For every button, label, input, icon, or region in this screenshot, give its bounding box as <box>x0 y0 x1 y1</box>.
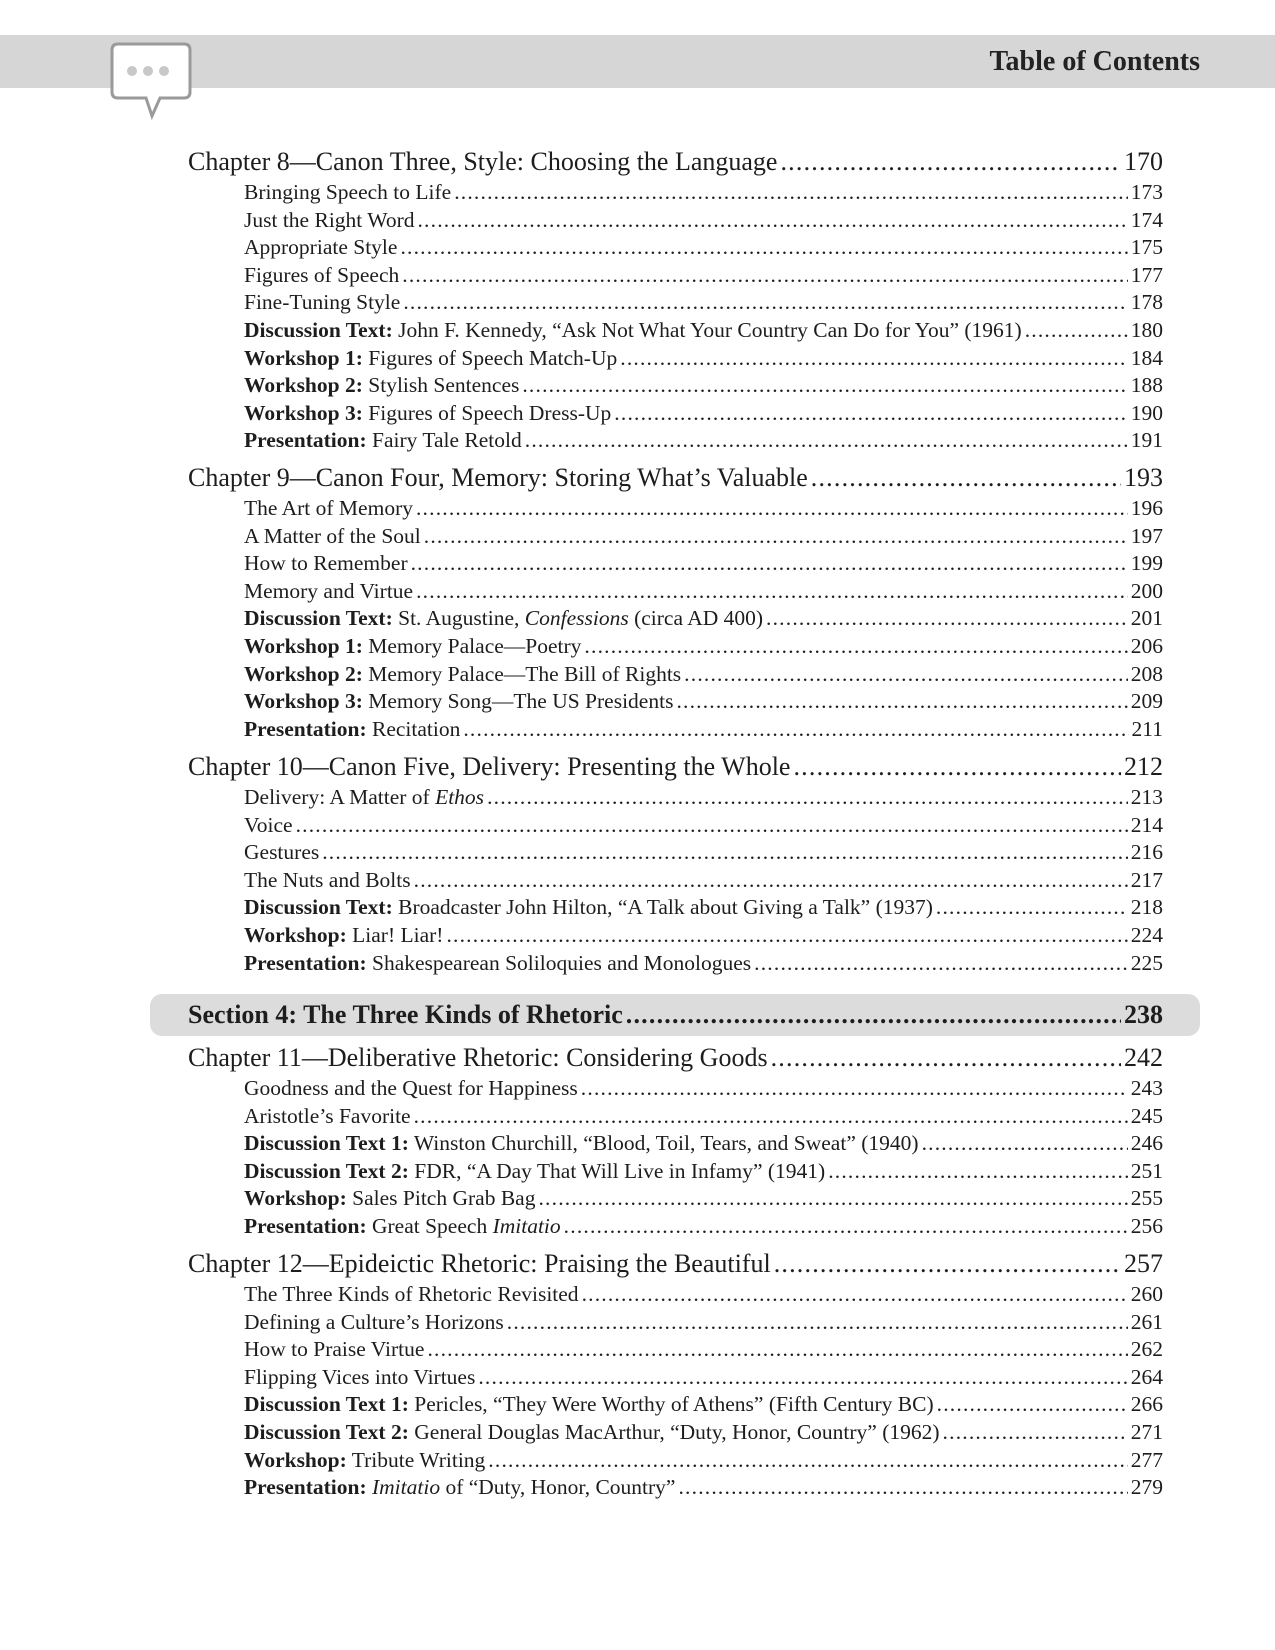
chapter-title-text: Chapter 9—Canon Four, Memory: Storing What’s Valuable <box>188 463 808 492</box>
entry-text: How to Praise Virtue <box>244 1337 425 1361</box>
dot-leader <box>922 1130 1128 1156</box>
entry-text: Figures of Speech Dress-Up <box>368 401 612 425</box>
entry-text: FDR, “A Day That Will Live in Infamy” (1941) <box>414 1159 826 1183</box>
entry-label: Presentation: <box>244 1475 367 1499</box>
dot-leader <box>416 578 1128 604</box>
page-number: 175 <box>1130 235 1163 259</box>
entry-label: Discussion Text: <box>244 318 393 342</box>
entry-title <box>244 207 414 233</box>
page-number: 209 <box>1130 689 1163 713</box>
entry-title <box>244 1391 934 1417</box>
toc-entry <box>244 1103 1163 1129</box>
page-number: 216 <box>1130 840 1163 864</box>
page-number: 246 <box>1130 1131 1163 1155</box>
dot-leader <box>402 262 1128 288</box>
chapter-title-text: Chapter 11—Deliberative Rhetoric: Considering Goods <box>188 1043 768 1072</box>
page-number: 212 <box>1124 752 1163 781</box>
page-title: Table of Contents <box>989 46 1200 77</box>
toc-entry <box>244 1447 1163 1473</box>
dot-leader <box>766 605 1128 631</box>
toc-entry <box>244 1281 1163 1307</box>
page-number: 188 <box>1130 373 1163 397</box>
dot-leader <box>322 839 1128 865</box>
toc-entry <box>244 1391 1163 1417</box>
page-number: 193 <box>1124 463 1163 492</box>
page-number: 217 <box>1130 868 1163 892</box>
entry-title <box>244 922 443 948</box>
page-number: 206 <box>1130 634 1163 658</box>
dot-leader <box>582 1281 1128 1307</box>
dot-leader <box>414 1103 1128 1129</box>
dot-leader <box>771 1042 1121 1074</box>
dot-leader <box>454 179 1128 205</box>
page-number: 266 <box>1130 1392 1163 1416</box>
page-number: 243 <box>1130 1076 1163 1100</box>
dot-leader <box>581 1075 1128 1101</box>
dot-leader <box>400 234 1127 260</box>
entry-text: St. Augustine, <box>398 606 525 630</box>
dot-leader <box>626 998 1121 1032</box>
page-number: 242 <box>1124 1043 1163 1072</box>
entry-text: Liar! Liar! <box>352 923 444 947</box>
entry-title <box>244 345 617 371</box>
toc-entry <box>244 605 1163 631</box>
entry-title <box>244 950 751 976</box>
entry-text: Delivery: A Matter of <box>244 785 436 809</box>
entry-title <box>244 262 399 288</box>
entry-text: The Art of Memory <box>244 496 413 520</box>
entry-text: The Three Kinds of Rhetoric Revisited <box>244 1282 579 1306</box>
entry-title <box>244 716 460 742</box>
entry-title <box>244 523 421 549</box>
entry-title <box>244 633 581 659</box>
dot-leader <box>937 1391 1128 1417</box>
dot-leader <box>403 289 1127 315</box>
chapter-title-text: Chapter 12—Epideictic Rhetoric: Praising the Beautiful <box>188 1249 771 1278</box>
entry-text-after: (circa AD 400) <box>628 606 764 630</box>
entry-text: Flipping Vices into Virtues <box>244 1365 476 1389</box>
page-number: 211 <box>1131 717 1163 741</box>
toc-entry <box>244 1419 1163 1445</box>
toc-entry <box>244 400 1163 426</box>
page-number: 213 <box>1130 785 1163 809</box>
page-number: 180 <box>1130 318 1163 342</box>
toc-entry <box>244 1185 1163 1211</box>
dot-leader <box>828 1158 1128 1184</box>
page-number: 173 <box>1130 180 1163 204</box>
entry-title <box>244 1336 424 1362</box>
entry-text: Winston Churchill, “Blood, Toil, Tears, and Sweat” (1940) <box>413 1131 919 1155</box>
page-number: 224 <box>1130 923 1163 947</box>
entry-title <box>244 179 451 205</box>
entry-text: Stylish Sentences <box>368 373 520 397</box>
toc-entry <box>244 1158 1163 1184</box>
entry-title <box>244 1364 475 1390</box>
entry-italic: Ethos <box>435 785 485 809</box>
entry-text: Memory Palace—Poetry <box>368 634 582 658</box>
page-number: 255 <box>1130 1186 1163 1210</box>
entry-text: Figures of Speech Match-Up <box>368 346 618 370</box>
toc-entry <box>244 867 1163 893</box>
dot-leader <box>463 716 1128 742</box>
chapter-heading <box>188 751 1163 783</box>
section-title-text: Section 4: The Three Kinds of Rhetoric <box>188 1000 623 1029</box>
dot-leader <box>414 867 1128 893</box>
page-number: 257 <box>1124 1249 1163 1278</box>
entry-title <box>244 372 519 398</box>
toc-entry <box>244 661 1163 687</box>
entry-title <box>244 688 673 714</box>
toc-entry <box>244 716 1163 742</box>
dot-leader <box>427 1336 1127 1362</box>
entry-title <box>244 1075 578 1101</box>
entry-title <box>244 1103 411 1129</box>
entry-text: John F. Kennedy, “Ask Not What Your Country Can Do for You” (1961) <box>398 318 1022 342</box>
entry-title <box>244 867 411 893</box>
page-number: 190 <box>1130 401 1163 425</box>
toc-entry <box>244 922 1163 948</box>
entry-title <box>244 1419 940 1445</box>
toc-entry <box>244 839 1163 865</box>
dot-leader <box>538 1185 1127 1211</box>
page-number: 199 <box>1130 551 1163 575</box>
dot-leader <box>507 1309 1128 1335</box>
entry-text: Bringing Speech to Life <box>244 180 452 204</box>
entry-text: Recitation <box>371 717 461 741</box>
entry-label: Workshop 1: <box>244 346 363 370</box>
chapter-title <box>188 462 808 494</box>
dot-leader <box>614 400 1127 426</box>
chapter-title-text: Chapter 10—Canon Five, Delivery: Presenting the Whole <box>188 752 791 781</box>
toc-entry <box>244 495 1163 521</box>
entry-title <box>244 550 408 576</box>
dot-leader <box>487 784 1128 810</box>
dot-leader <box>780 146 1121 178</box>
entry-text: Tribute Writing <box>351 1448 486 1472</box>
entry-title <box>244 1158 825 1184</box>
entry-text: Gestures <box>244 840 320 864</box>
dot-leader <box>564 1213 1128 1239</box>
page-number: 218 <box>1130 895 1163 919</box>
entry-title <box>244 839 319 865</box>
entry-text: Voice <box>244 813 293 837</box>
page-number: 214 <box>1130 813 1163 837</box>
entry-text: Memory and Virtue <box>244 579 414 603</box>
entry-title <box>244 427 522 453</box>
page-number: 238 <box>1124 1000 1163 1029</box>
entry-title <box>244 784 484 810</box>
page-number: 178 <box>1130 290 1163 314</box>
page-number: 262 <box>1130 1337 1163 1361</box>
toc-entry <box>244 289 1163 315</box>
dot-leader <box>620 345 1128 371</box>
page-number: 197 <box>1130 524 1163 548</box>
entry-label: Presentation: <box>244 951 367 975</box>
entry-title <box>244 400 611 426</box>
page-number: 260 <box>1130 1282 1163 1306</box>
dot-leader <box>811 462 1121 494</box>
chapter-heading <box>188 1248 1163 1280</box>
entry-text: Goodness and the Quest for Happiness <box>244 1076 578 1100</box>
dot-leader <box>943 1419 1128 1445</box>
entry-label: Discussion Text: <box>244 895 393 919</box>
page-number: 261 <box>1130 1310 1163 1334</box>
entry-label: Workshop 1: <box>244 634 363 658</box>
entry-title <box>244 894 933 920</box>
entry-title <box>244 289 400 315</box>
entry-text: Just the Right Word <box>244 208 415 232</box>
page-number: 208 <box>1130 662 1163 686</box>
page-number: 177 <box>1130 263 1163 287</box>
toc-entry <box>244 234 1163 260</box>
toc-entry <box>244 688 1163 714</box>
entry-text: Appropriate Style <box>244 235 398 259</box>
dot-leader <box>296 812 1128 838</box>
entry-italic: Imitatio <box>371 1475 441 1499</box>
page-number: 196 <box>1130 496 1163 520</box>
chapter-heading <box>188 462 1163 494</box>
dot-leader <box>525 427 1128 453</box>
toc-entry <box>244 578 1163 604</box>
entry-label: Presentation: <box>244 717 367 741</box>
entry-text: Memory Palace—The Bill of Rights <box>368 662 682 686</box>
page-number: 264 <box>1130 1365 1163 1389</box>
entry-text: The Nuts and Bolts <box>244 868 411 892</box>
entry-label: Workshop 2: <box>244 662 363 686</box>
section-title <box>188 998 623 1032</box>
entry-label: Workshop 3: <box>244 401 363 425</box>
entry-title <box>244 1447 485 1473</box>
entry-label: Discussion Text 2: <box>244 1159 409 1183</box>
entry-text: General Douglas MacArthur, “Duty, Honor, Country” (1962) <box>414 1420 940 1444</box>
page-number: 170 <box>1124 147 1163 176</box>
toc-entry <box>244 317 1163 343</box>
entry-title <box>244 234 397 260</box>
toc-entry <box>244 262 1163 288</box>
entry-title <box>244 317 1022 343</box>
entry-text: Great Speech <box>371 1214 493 1238</box>
chapter-title <box>188 1042 768 1074</box>
toc-entry <box>244 784 1163 810</box>
dot-leader <box>424 523 1128 549</box>
page-number: 251 <box>1130 1159 1163 1183</box>
toc-entry <box>244 633 1163 659</box>
entry-text-after: of “Duty, Honor, Country” <box>440 1475 676 1499</box>
entry-italic: Imitatio <box>492 1214 561 1238</box>
entry-title <box>244 578 413 604</box>
page-number: 245 <box>1130 1104 1163 1128</box>
toc-entry <box>244 1336 1163 1362</box>
toc-entry <box>244 894 1163 920</box>
page-number: 174 <box>1130 208 1163 232</box>
dot-leader <box>417 207 1127 233</box>
page-number: 277 <box>1130 1448 1163 1472</box>
entry-label: Discussion Text: <box>244 606 393 630</box>
chapter-title <box>188 751 790 783</box>
toc-entry <box>244 950 1163 976</box>
entry-text: Fairy Tale Retold <box>371 428 522 452</box>
entry-label: Discussion Text 1: <box>244 1392 409 1416</box>
dot-leader <box>678 1474 1127 1500</box>
entry-title <box>244 1474 675 1500</box>
entry-title <box>244 1185 535 1211</box>
toc-entry <box>244 345 1163 371</box>
entry-label: Workshop: <box>244 1186 347 1210</box>
dot-leader <box>684 661 1128 687</box>
entry-text: Pericles, “They Were Worthy of Athens” (Fifth Century BC) <box>414 1392 934 1416</box>
dot-leader <box>411 550 1128 576</box>
chapter-title-text: Chapter 8—Canon Three, Style: Choosing the Language <box>188 147 778 176</box>
entry-title <box>244 495 413 521</box>
toc-entry <box>244 1130 1163 1156</box>
toc-entry <box>244 427 1163 453</box>
page-number: 200 <box>1130 579 1163 603</box>
toc-entry <box>244 207 1163 233</box>
entry-text: Defining a Culture’s Horizons <box>244 1310 504 1334</box>
entry-title <box>244 1281 579 1307</box>
entry-label: Workshop: <box>244 1448 347 1472</box>
entry-text: Broadcaster John Hilton, “A Talk about Giving a Talk” (1937) <box>398 895 933 919</box>
entry-text: How to Remember <box>244 551 408 575</box>
dot-leader <box>584 633 1127 659</box>
dot-leader <box>793 751 1121 783</box>
entry-italic: Confessions <box>524 606 629 630</box>
toc-entry <box>244 1213 1163 1239</box>
dot-leader <box>1025 317 1128 343</box>
entry-title <box>244 1309 504 1335</box>
entry-text: Fine-Tuning Style <box>244 290 401 314</box>
entry-title <box>244 1130 919 1156</box>
dot-leader <box>936 894 1128 920</box>
entry-text: Sales Pitch Grab Bag <box>352 1186 536 1210</box>
dot-leader <box>446 922 1127 948</box>
page-number: 279 <box>1130 1475 1163 1499</box>
toc-entry <box>244 550 1163 576</box>
dot-leader <box>676 688 1127 714</box>
entry-label: Presentation: <box>244 428 367 452</box>
dot-leader <box>478 1364 1127 1390</box>
page-number: 271 <box>1130 1420 1163 1444</box>
toc-entry <box>244 372 1163 398</box>
entry-title <box>244 1213 561 1239</box>
chapter-title <box>188 146 777 178</box>
chapter-title <box>188 1248 771 1280</box>
entry-label: Discussion Text 2: <box>244 1420 409 1444</box>
entry-label: Discussion Text 1: <box>244 1131 409 1155</box>
toc-entry <box>244 812 1163 838</box>
section-heading <box>188 998 1163 1032</box>
entry-title <box>244 605 763 631</box>
entry-label: Workshop 2: <box>244 373 363 397</box>
toc-entry <box>244 523 1163 549</box>
entry-text: Shakespearean Soliloquies and Monologues <box>371 951 752 975</box>
chapter-heading <box>188 1042 1163 1074</box>
dot-leader <box>754 950 1128 976</box>
dot-leader <box>774 1248 1121 1280</box>
toc-entry <box>244 179 1163 205</box>
entry-text: A Matter of the Soul <box>244 524 421 548</box>
entry-title <box>244 812 293 838</box>
entry-title <box>244 661 681 687</box>
page-number: 256 <box>1130 1214 1163 1238</box>
entry-label: Presentation: <box>244 1214 367 1238</box>
page-number: 191 <box>1130 428 1163 452</box>
toc-entry <box>244 1075 1163 1101</box>
dot-leader <box>488 1447 1127 1473</box>
toc-entry <box>244 1309 1163 1335</box>
entry-text: Aristotle’s Favorite <box>244 1104 411 1128</box>
entry-text: Figures of Speech <box>244 263 400 287</box>
page-number: 225 <box>1130 951 1163 975</box>
dot-leader <box>522 372 1127 398</box>
page-number: 184 <box>1130 346 1163 370</box>
dot-leader <box>416 495 1128 521</box>
toc-entry <box>244 1474 1163 1500</box>
entry-text: Memory Song—The US Presidents <box>368 689 674 713</box>
entry-label: Workshop: <box>244 923 347 947</box>
entry-label: Workshop 3: <box>244 689 363 713</box>
toc-entry <box>244 1364 1163 1390</box>
chapter-heading <box>188 146 1163 178</box>
page-number: 201 <box>1130 606 1163 630</box>
